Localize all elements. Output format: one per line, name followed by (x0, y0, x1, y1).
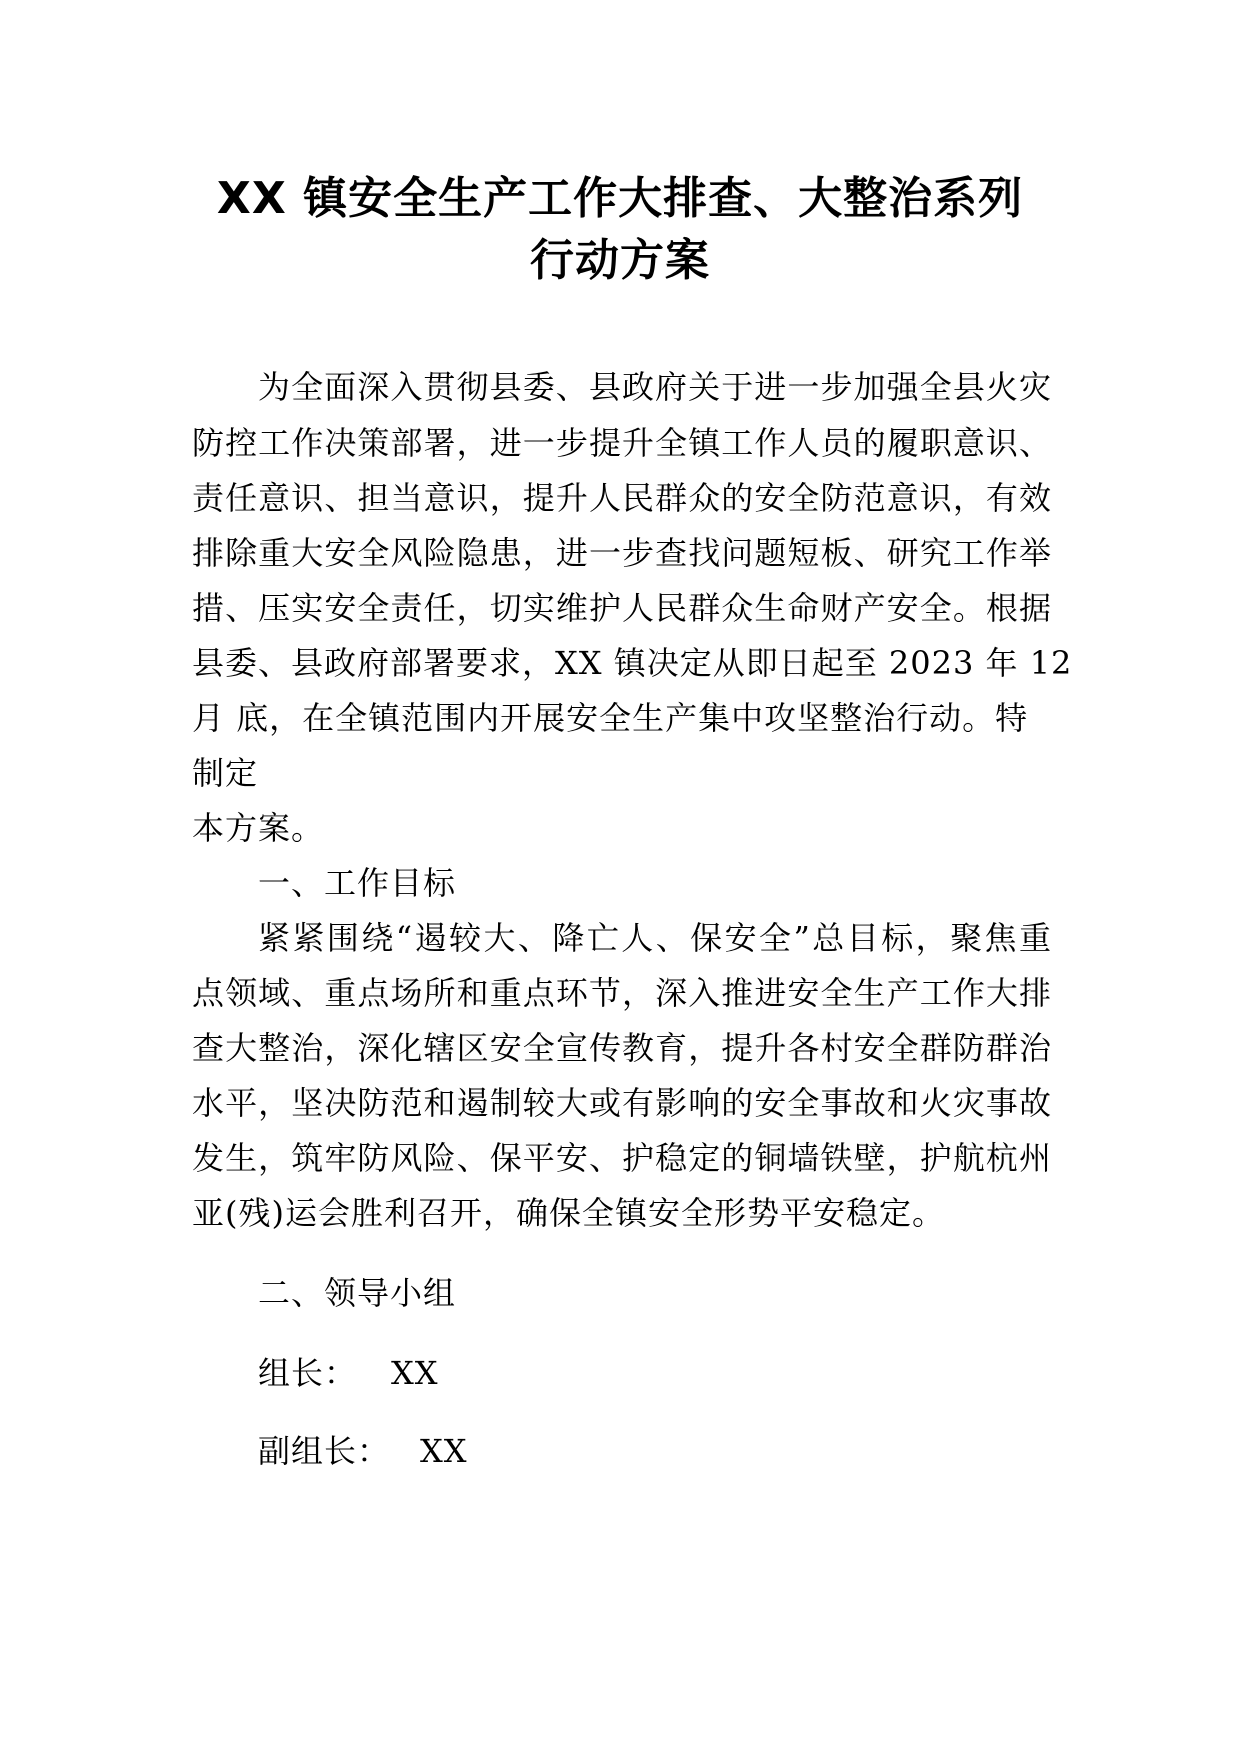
intro-line-2: 防控工作决策部署，进一步提升全镇工作人员的履职意识、 (192, 424, 1052, 462)
section-1-line-5: 发生，筑牢防风险、保平安、护稳定的铜墙铁壁，护航杭州 (192, 1139, 1052, 1177)
leader-row (258, 1348, 439, 1394)
intro-line-4: 排除重大安全风险隐患，进一步查找问题短板、研究工作举 (192, 534, 1052, 572)
intro-line-8: 制定 (192, 754, 259, 792)
document-title-line-2: 行动方案 (530, 235, 710, 286)
intro-line-6: 县委、县政府部署要求，XX 镇决定从即日起至 2023 年 12 (192, 644, 1073, 682)
intro-line-3: 责任意识、担当意识，提升人民群众的安全防范意识，有效 (192, 479, 1052, 517)
document-title-line-1: XX 镇安全生产工作大排查、大整治系列 (216, 173, 1024, 224)
intro-line-7: 月 底，在全镇范围内开展安全生产集中攻坚整治行动。特 (192, 699, 1029, 737)
leader-label: 组长： (258, 1354, 358, 1392)
deputy-leader-label: 副组长： (258, 1432, 391, 1470)
intro-line-5: 措、压实安全责任，切实维护人民群众生命财产安全。根据 (192, 589, 1052, 627)
deputy-leader-value: XX (420, 1432, 468, 1470)
intro-line-9: 本方案。 (192, 809, 325, 847)
section-1-line-1: 紧紧围绕“遏较大、降亡人、保安全”总目标，聚焦重 (258, 919, 1052, 957)
section-1-line-4: 水平，坚决防范和遏制较大或有影响的安全事故和火灾事故 (192, 1084, 1052, 1122)
section-1-heading: 一、工作目标 (258, 864, 457, 902)
section-1-line-3: 查大整治，深化辖区安全宣传教育，提升各村安全群防群治 (192, 1029, 1052, 1067)
section-1-line-2: 点领域、重点场所和重点环节，深入推进安全生产工作大排 (192, 974, 1052, 1012)
intro-line-1: 为全面深入贯彻县委、县政府关于进一步加强全县火灾 (258, 368, 1052, 406)
section-2-heading: 二、领导小组 (258, 1274, 457, 1312)
leader-value: XX (391, 1354, 439, 1392)
section-1-line-6: 亚(残)运会胜利召开，确保全镇安全形势平安稳定。 (192, 1194, 945, 1232)
deputy-leader-row (258, 1426, 468, 1472)
